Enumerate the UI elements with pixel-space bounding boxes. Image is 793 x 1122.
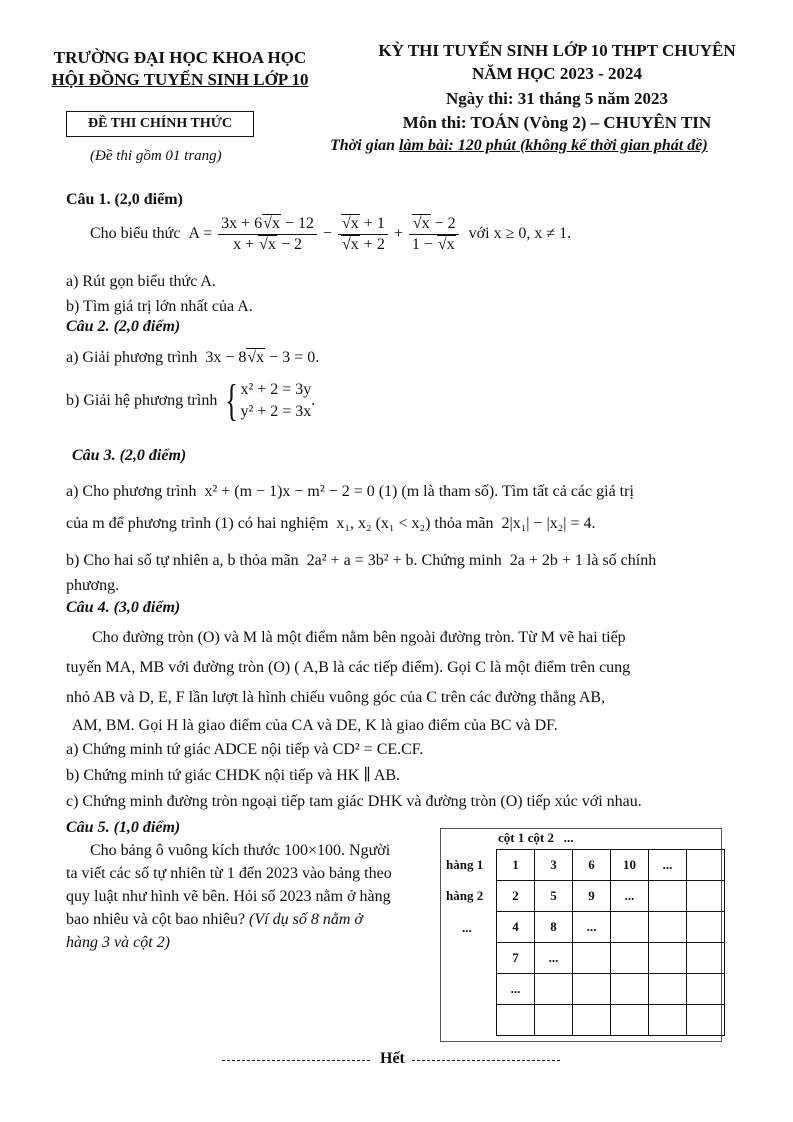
q3-a-tail: (m là tham số). Tìm tất cả các giá trị xyxy=(401,483,634,500)
grid-cell xyxy=(649,881,687,912)
exam-subject: Môn thi: TOÁN (Vòng 2) – CHUYÊN TIN xyxy=(402,113,712,132)
q2-part-a: a) Giải phương trình 3x − 8√x − 3 = 0. xyxy=(66,349,320,366)
q4-line2: tuyến MA, MB với đường tròn (O) ( A,B là các tiếp điểm). Gọi C là một điểm trên cung xyxy=(66,659,631,676)
grid-cell xyxy=(687,912,725,943)
grid-cell xyxy=(687,974,725,1005)
grid-row-label-1: hàng 1 xyxy=(446,857,484,872)
q2-part-b: b) Giải hệ phương trình { x² + 2 = 3y y² + 2 = 3x. xyxy=(66,376,316,425)
school-name: TRƯỜNG ĐẠI HỌC KHOA HỌC xyxy=(53,48,307,67)
grid-cell: ... xyxy=(611,881,649,912)
grid-cell xyxy=(687,881,725,912)
grid-cell xyxy=(497,1005,535,1036)
q5-line3: quy luật như hình vẽ bên. Hỏi số 2023 nằm ở hàng xyxy=(66,888,391,905)
grid-cell xyxy=(649,943,687,974)
exam-time-label: Thời gian xyxy=(330,137,400,154)
grid-cell xyxy=(573,974,611,1005)
q1-condition: với x ≥ 0, x ≠ 1. xyxy=(468,225,572,243)
grid-cell xyxy=(611,943,649,974)
q4-title: Câu 4. (3,0 điểm) xyxy=(66,599,181,616)
grid-row xyxy=(497,912,725,943)
q4-part-b: b) Chứng minh tứ giác CHDK nội tiếp và HK ∥ AB. xyxy=(66,767,401,784)
grid-cell: 10 xyxy=(611,850,649,881)
q3-part-a-line2: của m để phương trình (1) có hai nghiệm x₁, x₂ (x₁ < x₂) thỏa mãn 2|x₁| − |x₂| = 4. xyxy=(66,515,596,532)
grid-cell: 1 xyxy=(497,850,535,881)
grid-cell xyxy=(611,912,649,943)
grid-cell xyxy=(649,1005,687,1036)
q4-line1: Cho đường tròn (O) và M là một điểm nằm bên ngoài đường tròn. Từ M vẽ hai tiếp xyxy=(92,629,626,646)
grid-cell xyxy=(535,974,573,1005)
official-exam-box xyxy=(66,111,254,137)
q1-expression: Cho biểu thức A = $\frac{3x + 6√x - 12}{x + √x - 2}$ − $\frac{√x + 1}{√x + 2}$ + $\frac{√x - 2}{1 - √x}$ với x ≥ 0, x ≠ 1. xyxy=(90,215,572,253)
exam-time-value: làm bài: 120 phút (không kể thời gian phát đề) xyxy=(399,137,708,154)
q1-title-text: Câu 1. (2,0 điểm) xyxy=(66,191,183,208)
q1-title xyxy=(66,190,183,210)
q3-a-intro: a) Cho phương trình xyxy=(66,483,197,500)
grid-cell xyxy=(649,912,687,943)
number-grid xyxy=(496,849,725,1036)
grid-row xyxy=(497,1005,725,1036)
grid-cell xyxy=(611,974,649,1005)
q4-part-c: c) Chứng minh đường tròn ngoại tiếp tam giác DHK và đường tròn (O) tiếp xúc với nhau. xyxy=(66,793,642,810)
q1-part-b: b) Tìm giá trị lớn nhất của A. xyxy=(66,298,253,315)
grid-cell xyxy=(687,943,725,974)
q4-line4: AM, BM. Gọi H là giao điểm của CA và DE, K là giao điểm của BC và DF. xyxy=(72,717,558,734)
q5-line4-a: bao nhiêu và cột bao nhiêu? xyxy=(66,911,250,928)
grid-cell xyxy=(535,1005,573,1036)
grid-row xyxy=(497,881,725,912)
q4-part-a: a) Chứng minh tứ giác ADCE nội tiếp và CD² = CE.CF. xyxy=(66,741,424,758)
exam-date: Ngày thi: 31 tháng 5 năm 2023 xyxy=(446,89,668,108)
footer-dash-left xyxy=(222,1060,370,1061)
q5-title: Câu 5. (1,0 điểm) xyxy=(66,819,181,836)
q5-line4 xyxy=(66,910,363,930)
exam-title: KỲ THI TUYỂN SINH LỚP 10 THPT CHUYÊN xyxy=(378,41,736,60)
grid-cell xyxy=(649,974,687,1005)
q3-b-intro: b) Cho hai số tự nhiên a, b thỏa mãn xyxy=(66,552,299,569)
grid-cell xyxy=(611,1005,649,1036)
grid-cell: 3 xyxy=(535,850,573,881)
grid-cell xyxy=(573,1005,611,1036)
grid-row xyxy=(497,943,725,974)
q2-title: Câu 2. (2,0 điểm) xyxy=(66,318,181,335)
q1-intro: Cho biểu thức xyxy=(90,225,181,243)
q5-line5: hàng 3 và cột 2) xyxy=(66,934,170,951)
page-count: (Đề thi gồm 01 trang) xyxy=(90,148,222,164)
grid-row-label-2: hàng 2 xyxy=(446,888,484,903)
q2-part-a-text: a) Giải phương trình xyxy=(66,349,198,366)
grid-column-header: cột 1 cột 2 ... xyxy=(498,830,574,845)
q2-part-b-text: b) Giải hệ phương trình xyxy=(66,392,218,409)
school-year: NĂM HỌC 2023 - 2024 xyxy=(472,64,642,83)
footer-dash-right xyxy=(412,1060,560,1061)
grid-row xyxy=(497,974,725,1005)
q3-part-a-line1: a) Cho phương trình x² + (m − 1)x − m² − 2 = 0 (1) (m là tham số). Tìm tất cả các giá trị xyxy=(66,483,634,500)
grid-cell xyxy=(687,850,725,881)
council-name: HỘI ĐỒNG TUYỂN SINH LỚP 10 xyxy=(51,70,309,89)
q3-a-line2-tail: thỏa mãn xyxy=(434,515,494,532)
q1-part-a: a) Rút gọn biểu thức A. xyxy=(66,273,216,290)
grid-cell xyxy=(687,1005,725,1036)
q5-line4-b: (Ví dụ số 8 nằm ở xyxy=(249,911,363,928)
grid-cell: 2 xyxy=(497,881,535,912)
grid-cell: 4 xyxy=(497,912,535,943)
grid-cell: ... xyxy=(535,943,573,974)
exam-time xyxy=(330,137,708,155)
grid-cell: 7 xyxy=(497,943,535,974)
grid-cell: 8 xyxy=(535,912,573,943)
q3-title: Câu 3. (2,0 điểm) xyxy=(72,447,187,464)
q3-part-b-line2: phương. xyxy=(66,577,120,594)
grid-cell: 6 xyxy=(573,850,611,881)
q3-b-tail: Chứng minh xyxy=(421,552,502,569)
end-label: Hết xyxy=(380,1050,405,1067)
grid-row-label-3: ... xyxy=(462,920,472,935)
q4-line3: nhỏ AB và D, E, F lần lượt là hình chiếu vuông góc của C trên các đường thẳng AB, xyxy=(66,689,606,706)
q3-a-line2: của m để phương trình (1) có hai nghiệm xyxy=(66,515,329,532)
grid-cell: 9 xyxy=(573,881,611,912)
grid-cell xyxy=(573,943,611,974)
grid-cell: ... xyxy=(573,912,611,943)
grid-cell: 5 xyxy=(535,881,573,912)
grid-row xyxy=(497,850,725,881)
grid-cell: ... xyxy=(649,850,687,881)
q5-line1: Cho bảng ô vuông kích thước 100×100. Người xyxy=(90,842,391,859)
official-exam-label: ĐỀ THI CHÍNH THỨC xyxy=(87,116,233,131)
q3-b-end: là số chính xyxy=(586,552,657,569)
grid-cell: ... xyxy=(497,974,535,1005)
q5-line2: ta viết các số tự nhiên từ 1 đến 2023 vào bảng theo xyxy=(66,865,392,882)
q3-part-b-line1: b) Cho hai số tự nhiên a, b thỏa mãn 2a² + a = 3b² + b. Chứng minh 2a + 2b + 1 là số chính xyxy=(66,552,657,569)
